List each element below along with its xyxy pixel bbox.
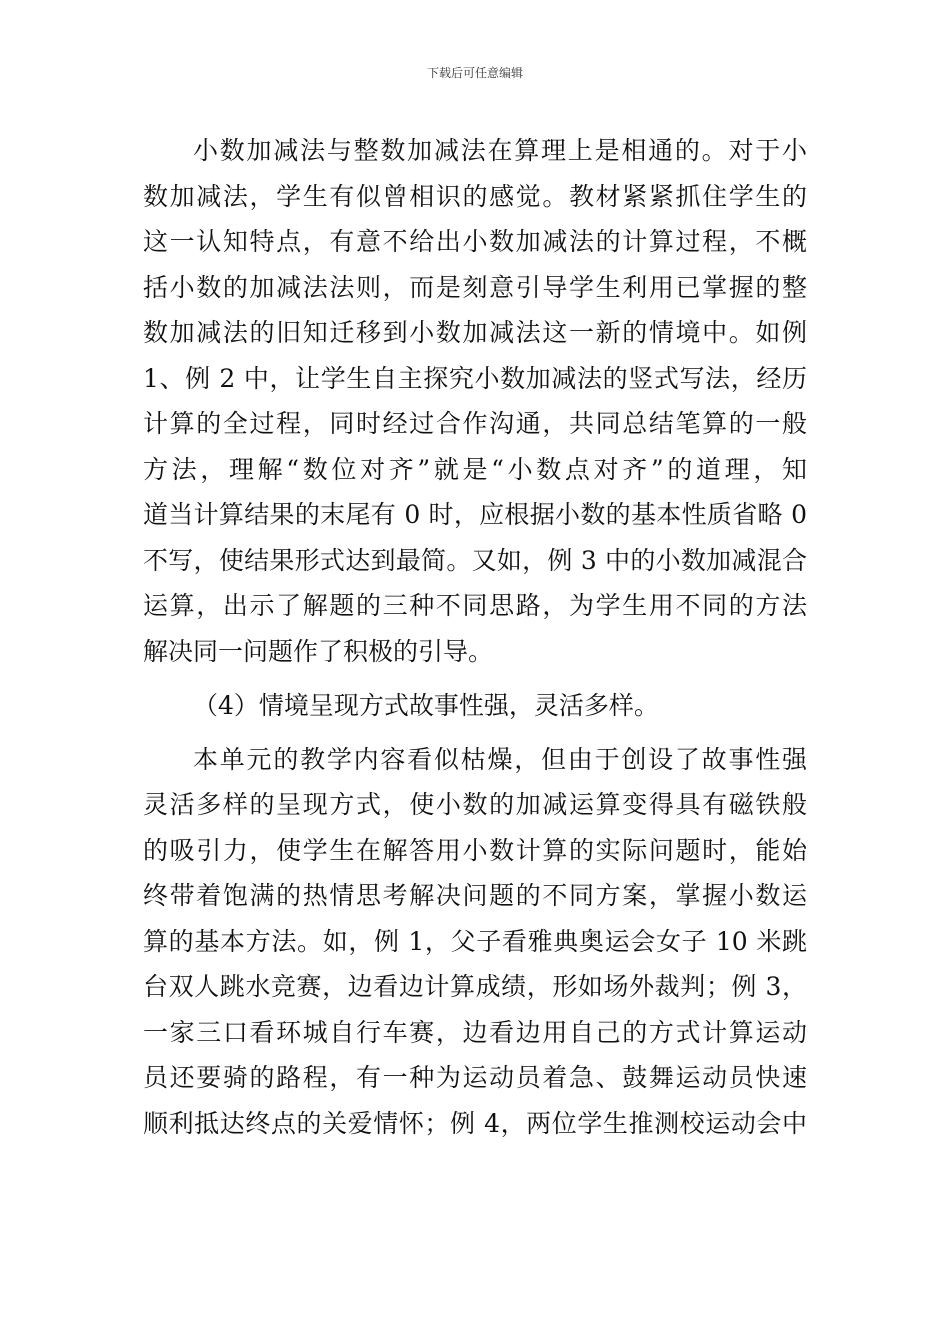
paragraph-gap — [143, 728, 807, 737]
text-line: 数加减法，学生有似曾相识的感觉。教材紧紧抓住学生的 — [143, 181, 807, 211]
text-line: 台双人跳水竞赛，边看边计算成绩，形如场外裁判；例 3， — [143, 972, 807, 1001]
text-line: 员还要骑的路程，有一种为运动员着急、鼓舞运动员快速 — [143, 1063, 807, 1092]
text-line: 本单元的教学内容看似枯燥，但由于创设了故事性强 — [193, 744, 807, 774]
paragraph-1 — [143, 128, 807, 674]
text-line: 方法，理解“数位对齐”就是“小数点对齐”的道理，知 — [143, 454, 807, 484]
document-body — [143, 128, 807, 1146]
text-line: 一家三口看环城自行车赛，边看边用自己的方式计算运动 — [143, 1017, 807, 1047]
text-line: 顺利抵达终点的关爱情怀；例 4，两位学生推测校运动会中 — [143, 1108, 807, 1138]
text-line: 数加减法的旧知迁移到小数加减法这一新的情境中。如例 — [143, 318, 807, 347]
text-line: 不写，使结果形式达到最简。又如，例 3 中的小数加减混合 — [143, 545, 807, 575]
paragraph-3 — [143, 737, 807, 1147]
text-line: 计算的全过程，同时经过合作沟通，共同总结笔算的一般 — [143, 409, 807, 438]
text-line: 灵活多样的呈现方式，使小数的加减运算变得具有磁铁般 — [143, 790, 807, 819]
page-header-note: 下载后可任意编辑 — [426, 66, 523, 80]
text-line: 这一认知特点，有意不给出小数加减法的计算过程，不概 — [143, 227, 807, 256]
text-line: 运算，出示了解题的三种不同思路，为学生用不同的方法 — [143, 591, 807, 620]
paragraph-2-heading — [143, 683, 807, 729]
section-heading: （4）情境呈现方式故事性强，灵活多样。 — [193, 690, 659, 720]
text-line: 算的基本方法。如，例 1，父子看雅典奥运会女子 10 米跳 — [143, 926, 807, 956]
text-line: 1、例 2 中，让学生自主探究小数加减法的竖式写法，经历 — [143, 363, 807, 393]
text-line: 的吸引力，使学生在解答用小数计算的实际问题时，能始 — [143, 835, 807, 865]
text-line: 终带着饱满的热情思考解决问题的不同方案，掌握小数运 — [143, 881, 807, 910]
text-line: 小数加减法与整数加减法在算理上是相通的。对于小 — [193, 136, 807, 165]
text-line: 解决同一问题作了积极的引导。 — [143, 636, 494, 666]
text-line: 道当计算结果的末尾有 0 时，应根据小数的基本性质省略 0 — [143, 500, 807, 529]
paragraph-gap — [143, 674, 807, 683]
text-line: 括小数的加减法法则，而是刻意引导学生利用已掌握的整 — [143, 272, 807, 302]
